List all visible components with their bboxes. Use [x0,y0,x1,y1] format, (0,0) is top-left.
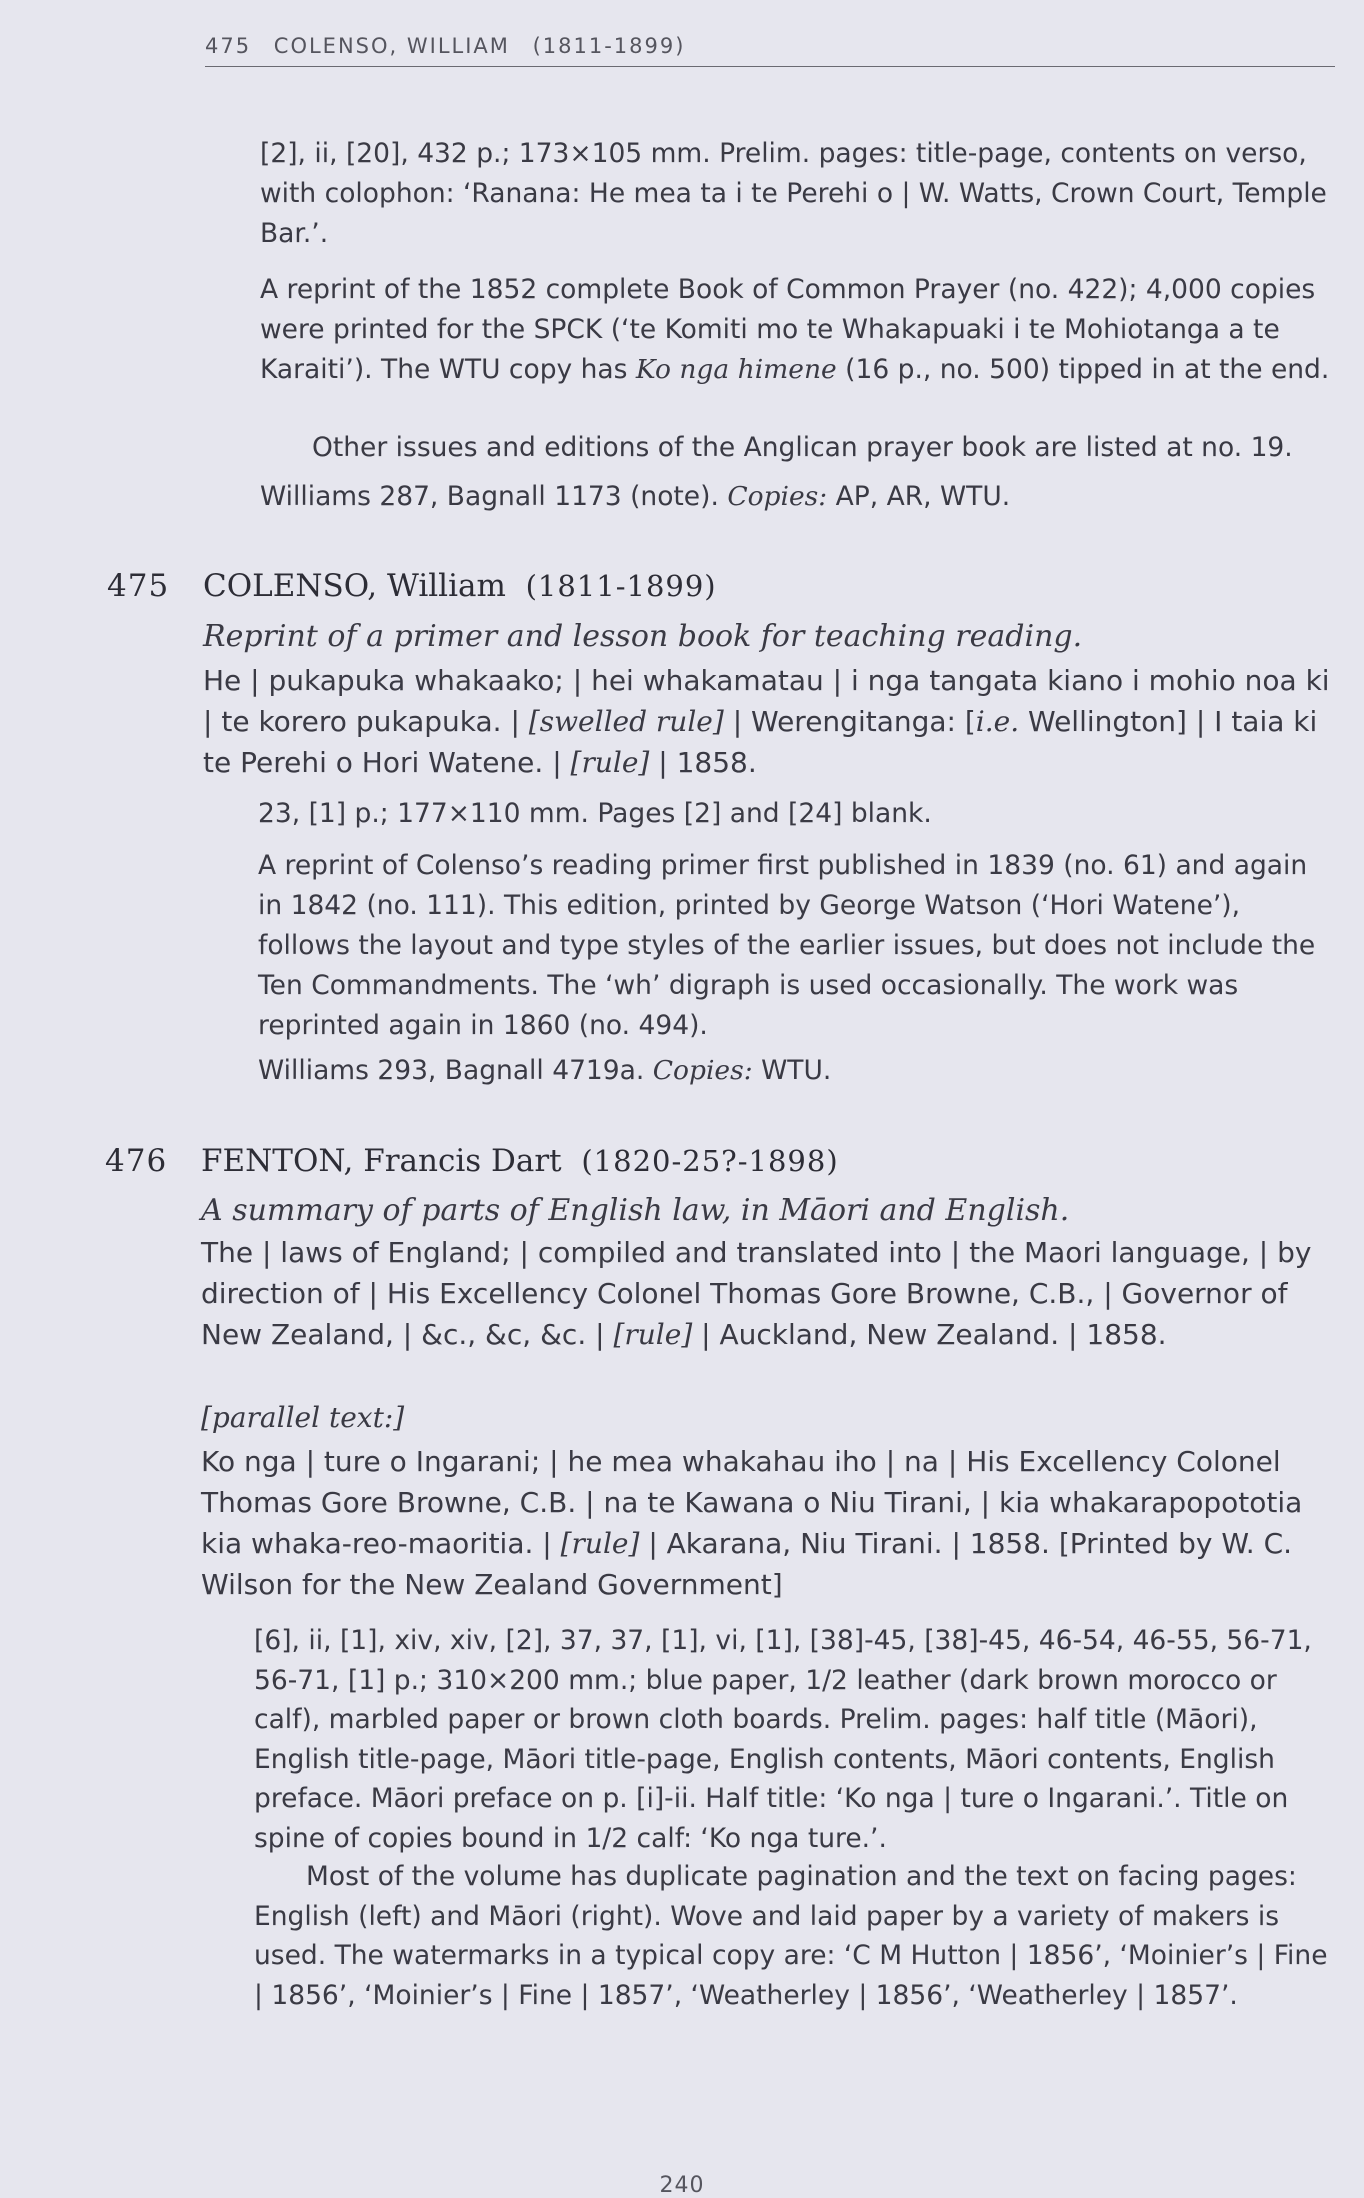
prev-refs: Williams 287, Bagnall 1173 (note). Copies: AP, AR, WTU. [260,481,1011,512]
entry-number-476: 476 [105,1143,168,1179]
refs-475: Williams 293, Bagnall 4719a. Copies: WTU. [258,1055,832,1086]
entry-heading-476: FENTON, Francis Dart (1820-25?-1898) [201,1143,839,1179]
running-head-entry: 475 [205,34,252,58]
page-number: 240 [659,2173,705,2198]
prev-collation: [2], ii, [20], 432 p.; 173×105 mm. Prelim. pages: title-page, contents on verso, with colophon: ‘Ranana: He mea ta i te Perehi o | W. Watts, Crown Court, Temple Bar.’. [260,138,1327,249]
entry-number-475: 475 [107,568,170,604]
running-head-name: COLENSO, WILLIAM [273,34,510,58]
entry-heading-475: COLENSO, William (1811-1899) [203,568,717,604]
prev-note-2: Other issues and editions of the Anglican prayer book are listed at no. 19. [312,432,1293,463]
prev-note: A reprint of the 1852 complete Book of Common Prayer (no. 422); 4,000 copies were printed for the SPCK (‘te Komiti mo te Whakapuaki i te Mohiotanga a te Karaiti’). The WTU copy has Ko nga himene (16 p., no. 500) tipped in at the end. [260,274,1330,385]
parallel-text-label: [parallel text:] [201,1401,405,1434]
collation-475: 23, [1] p.; 177×110 mm. Pages [2] and [24] blank. [258,798,932,829]
note-475: A reprint of Colenso’s reading primer first published in 1839 (no. 61) and again in 1842 (no. 111). This edition, printed by George Watson (‘Hori Watene’), follows the layout and type styles of the earlier issues, but does not include the Ten Commandments. The ‘wh’ digraph is used occasionally. The work was reprinted again in 1860 (no. 494). [258,850,1316,1041]
title-page-transcription-475: He | pukapuka whakaako; | hei whakamatau | i nga tangata kiano i mohio noa ki | te korero pukapuka. | [swelled rule] | Werengitanga: [i.e. Wellington] | I taia ki te Perehi o Hori Watene. | [rule] | 1858. [203,664,1330,779]
title-page-transcription-476-english: The | laws of England; | compiled and translated into | the Maori language, | by direction of | His Excellency Colonel Thomas Gore Browne, C.B., | Governor of New Zealand, | &c., &c, &c. | [rule] | Auckland, New Zealand. | 1858. [201,1236,1312,1351]
note-476: Most of the volume has duplicate pagination and the text on facing pages: English (left) and Māori (right). Wove and laid paper by a variety of makers is used. The watermarks in a typical copy are: ‘C M Hutton | 1856’, ‘Moinier’s | Fine | 1856’, ‘Moinier’s | Fine | 1857’, ‘Weatherley | 1856’, ‘Weatherley | 1857’. [254,1861,1328,2011]
running-head-dates: (1811-1899) [532,34,686,58]
collation-476: [6], ii, [1], xiv, xiv, [2], 37, 37, [1], vi, [1], [38]-45, [38]-45, 46-54, 46-55, 56-71, 56-71, [1] p.; 310×200 mm.; blue paper, 1/2 leather (dark brown morocco or calf), marbled paper or brown cloth boards. Prelim. pages: half title (Māori), English title-page, Māori title-page, English contents, Māori contents, English preface. Māori preface on p. [i]-ii. Half title: ‘Ko nga | ture o Ingarani.’. Title on spine of copies bound in 1/2 calf: ‘Ko nga ture.’. [254,1625,1312,1854]
title-page-transcription-476-maori: Ko nga | ture o Ingarani; | he mea whakahau iho | na | His Excellency Colonel Thomas Gore Browne, C.B. | na te Kawana o Niu Tirani, | kia whakarapopototia kia whaka-reo-maoritia. | [rule] | Akarana, Niu Tirani. | 1858. [Printed by W. C. Wilson for the New Zealand Government] [201,1445,1303,1601]
running-head [205,34,1335,67]
entry-title-476: A summary of parts of English law, in Māori and English. [201,1193,1070,1228]
entry-title-475: Reprint of a primer and lesson book for teaching reading. [203,619,1083,654]
